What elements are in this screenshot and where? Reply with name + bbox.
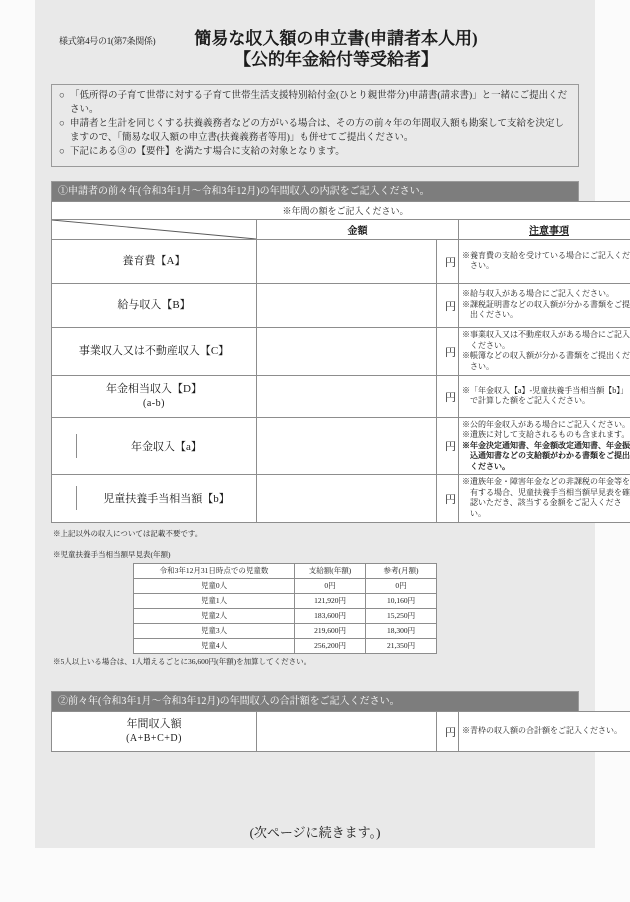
table-row (52, 711, 630, 751)
row-label-ikuji-hi: 養育費【A】 (52, 239, 257, 283)
bullet-circle-icon: ○ (59, 147, 65, 158)
income-breakdown-table (51, 201, 630, 523)
ref-col-monthly: 参考(月額) (366, 563, 437, 578)
diagonal-blank-cell (52, 219, 257, 239)
notice-item (59, 90, 571, 117)
note-line: ※課税証明書などの収入額が分かる書類をご提出ください。 (462, 299, 630, 320)
ref-col-children: 令和3年12月31日時点での児童数 (134, 563, 295, 578)
yen-unit-label: 円 (437, 711, 459, 751)
row-label-text: 年間収入額 (126, 717, 182, 730)
note-line: ※事業収入又は不動産収入がある場合にご記入ください。 (462, 330, 630, 350)
note-line: ※「年金収入【a】-児童扶養手当相当額【b】」で計算した額をご記入ください。 (462, 385, 629, 406)
section-one (51, 181, 630, 523)
column-header-notes-label: 注意事項 (529, 225, 569, 237)
allowance-reference-table (133, 563, 437, 654)
ref-cell-annual: 183,600円 (295, 608, 366, 623)
ref-cell-children: 児童3人 (134, 623, 295, 638)
ref-cell-children: 児童2人 (134, 608, 295, 623)
ref-cell-children: 児童0人 (134, 578, 295, 593)
row-label-total-income (52, 711, 257, 751)
notice-item-text: 下記にある③の【要件】を満たす場合に支給の対象となります。 (70, 147, 345, 158)
row-label-jido-fuyo-cell (52, 475, 257, 522)
table-header-row (52, 219, 630, 239)
row-label-nenkin-shunyu: 年金収入【a】 (76, 434, 256, 458)
document-header (35, 0, 595, 72)
table-row (134, 578, 437, 593)
note-line: ※帳簿などの収入額が分かる書類をご提出ください。 (462, 351, 630, 371)
table-row (134, 608, 437, 623)
amount-input-cells-d[interactable] (257, 375, 437, 417)
yen-unit-label: 円 (437, 375, 459, 417)
row-label-jido-fuyo-teate: 児童扶養手当相当額【b】 (76, 486, 256, 510)
note-line: ※青枠の収入額の合計額をご記入ください。 (462, 725, 622, 735)
ref-cell-monthly: 21,350円 (366, 638, 437, 653)
section-one-band: ①申請者の前々年(令和3年1月～令和3年12月)の年間収入の内訳をご記入ください。 (51, 181, 579, 201)
notice-item (59, 118, 571, 145)
ref-header-row (134, 563, 437, 578)
row-notes-small-b (459, 475, 630, 522)
amount-input-cells-a[interactable] (257, 239, 437, 283)
continue-note: (次ページに続きます。) (249, 825, 381, 840)
row-notes-total (459, 711, 630, 751)
ref-cell-monthly: 10,160円 (366, 593, 437, 608)
amount-input-cells-c[interactable] (257, 327, 437, 375)
ref-cell-monthly: 18,300円 (366, 623, 437, 638)
yen-unit-label: 円 (437, 327, 459, 375)
ref-cell-annual: 219,600円 (295, 623, 366, 638)
ref-cell-annual: 0円 (295, 578, 366, 593)
note-line: ※遺族に対して支給されるものも含まれます。 (462, 430, 630, 440)
total-income-table (51, 711, 630, 752)
table-row (52, 239, 630, 283)
row-notes-d (459, 375, 630, 417)
form-number: 様式第4号の1(第7条関係) (59, 36, 156, 46)
row-label-nenkin-soto-shunyu (52, 375, 257, 417)
ref-cell-children: 児童1人 (134, 593, 295, 608)
ref-table-title: ※児童扶養手当相当額早見表(年額) (53, 549, 171, 559)
yen-unit-label: 円 (437, 283, 459, 327)
table-row (52, 375, 630, 417)
table-row (134, 638, 437, 653)
row-notes-a (459, 239, 630, 283)
yen-unit-label: 円 (437, 239, 459, 283)
row-label-formula: (A+B+C+D) (126, 732, 182, 744)
ref-cell-annual: 256,200円 (295, 638, 366, 653)
row-notes-small-a (459, 417, 630, 475)
allowance-reference-table-wrap (133, 563, 595, 654)
amount-input-cells-total[interactable] (257, 711, 437, 751)
row-label-jigyo-shunyu: 事業収入又は不動産収入【C】 (52, 327, 257, 375)
note-line: ※養育費の支給を受けている場合にご記入ください。 (462, 250, 630, 271)
table-subheader-row (52, 201, 630, 219)
column-header-amount: 金額 (257, 219, 459, 239)
note-line: ※公的年金収入がある場合にご記入ください。 (462, 419, 630, 429)
document-page (35, 0, 630, 848)
row-notes-b (459, 283, 630, 327)
notice-item-text: 申請者と生計を同じくする扶養義務者などの方がいる場合は、その方の前々年の年間収入額も勘案して支給を決定しますので、「簡易な収入額の申立書(扶養義務者等用)」も併せてご提出ください。 (70, 119, 565, 143)
row-label-kyuyo-shunyu: 給与収入【B】 (52, 283, 257, 327)
notice-item (59, 146, 571, 159)
bullet-circle-icon: ○ (59, 119, 65, 130)
page-title: 簡易な収入額の申立書(申請者本人用) (194, 29, 478, 48)
column-header-notes (459, 219, 630, 239)
row-notes-c (459, 327, 630, 375)
table-row (52, 417, 630, 475)
note-line: ※年金決定通知書、年金額改定通知書、年金振込通知書などの支給額がわかる書類をご提出ください。 (462, 440, 630, 471)
bullet-circle-icon: ○ (59, 91, 65, 102)
ref-cell-monthly: 0円 (366, 578, 437, 593)
table-row (134, 623, 437, 638)
ref-cell-children: 児童4人 (134, 638, 295, 653)
amount-input-cells-b[interactable] (257, 283, 437, 327)
annual-amount-note: ※年間の額をご記入ください。 (52, 201, 630, 219)
yen-unit-label: 円 (437, 475, 459, 522)
table-row (52, 283, 630, 327)
section-two (51, 691, 622, 752)
section-two-band: ②前々年(令和3年1月～令和3年12月)の年間収入の合計額をご記入ください。 (51, 691, 579, 711)
note-line: ※遺族年金・障害年金などの非課税の年金等を有する場合、児童扶養手当相当額早見表を確認いただき、該当する金額をご記入ください。 (462, 477, 630, 518)
table-row (134, 593, 437, 608)
notice-item-text: 「低所得の子育て世帯に対する子育て世帯生活支援特別給付金(ひとり親世帯分)申請書(請求書)」と一緒にご提出ください。 (70, 91, 568, 115)
row-label-text: 年金相当収入【D】 (106, 382, 202, 395)
row-label-nenkin-shunyu-cell (52, 417, 257, 475)
row-label-formula: (a-b) (143, 397, 165, 409)
notice-box (51, 84, 579, 166)
page-subtitle: 【公的年金給付等受給者】 (234, 50, 438, 70)
amount-input-cells-small-b[interactable] (257, 475, 437, 522)
ref-table-footnote: ※5人以上いる場合は、1人増えるごとに36,600円(年額)を加算してください。 (53, 656, 312, 666)
table-row (52, 327, 630, 375)
yen-unit-label: 円 (437, 417, 459, 475)
amount-input-cells-small-a[interactable] (257, 417, 437, 475)
table-row (52, 475, 630, 522)
ref-cell-monthly: 15,250円 (366, 608, 437, 623)
ref-cell-annual: 121,920円 (295, 593, 366, 608)
other-income-note: ※上記以外の収入については記載不要です。 (53, 528, 203, 538)
ref-col-annual: 支給額(年額) (295, 563, 366, 578)
note-line: ※給与収入がある場合にご記入ください。 (462, 289, 614, 299)
